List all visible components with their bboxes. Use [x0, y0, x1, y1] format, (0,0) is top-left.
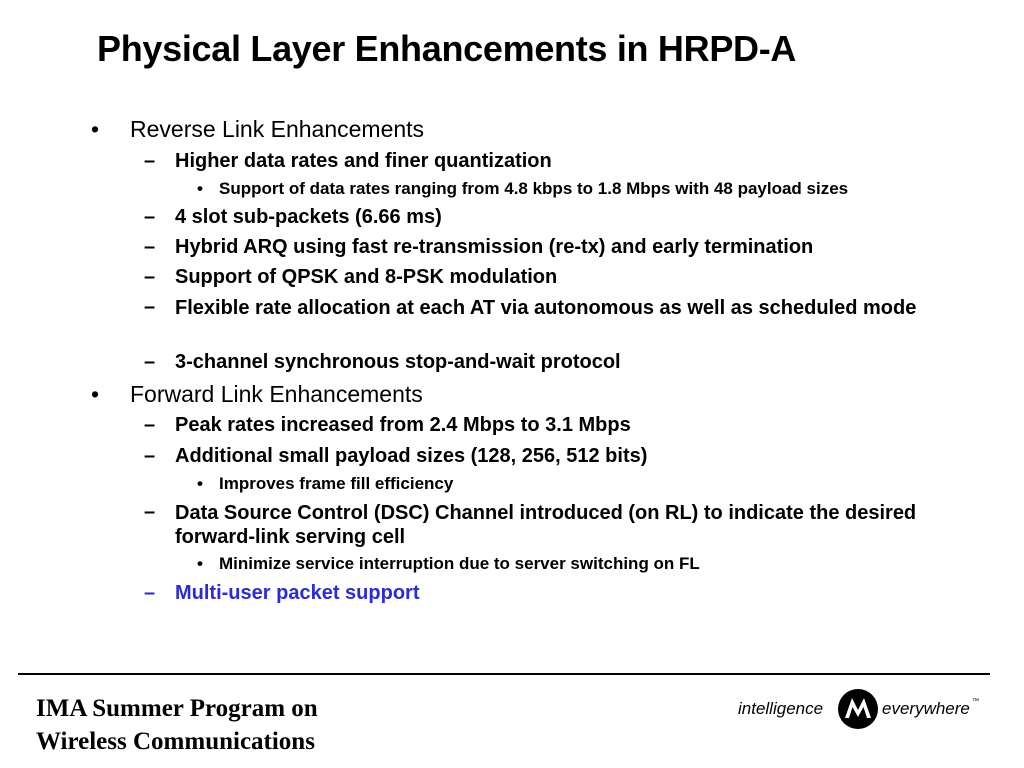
- dash-marker: –: [144, 582, 156, 604]
- bullet-text: Support of data rates ranging from 4.8 kbps to 1.8 Mbps with 48 payload sizes: [219, 179, 849, 198]
- bullet-text: Higher data rates and finer quantization: [175, 150, 552, 172]
- dash-marker: –: [144, 501, 156, 523]
- bullet-marker: •: [197, 474, 203, 493]
- dash-marker: –: [144, 266, 156, 288]
- bullet-text: Hybrid ARQ using fast re-transmission (re-tx) and early termination: [175, 236, 814, 258]
- dash-marker: –: [144, 351, 156, 373]
- bullet-text: Additional small payload sizes (128, 256, 512 bits): [175, 445, 648, 467]
- slide-title: Physical Layer Enhancements in HRPD-A: [97, 28, 797, 69]
- bullet-text: Data Source Control (DSC) Channel introduced (on RL) to indicate the desired forward-link serving cell: [175, 502, 917, 548]
- footer-line: IMA Summer Program on: [36, 695, 318, 722]
- motorola-logo-icon: [837, 688, 879, 735]
- footer-line: Wireless Communications: [36, 728, 315, 755]
- footer-program-name: [36, 692, 318, 758]
- dash-marker: –: [144, 206, 156, 228]
- bullet-text: Flexible rate allocation at each AT via autonomous as well as scheduled mode: [175, 297, 917, 319]
- bullet-text: Multi-user packet support: [175, 582, 420, 604]
- bullet-text: Reverse Link Enhancements: [130, 116, 425, 142]
- dash-marker: –: [144, 150, 156, 172]
- bullet-marker: •: [91, 381, 100, 407]
- trademark-symbol: ™: [972, 698, 979, 705]
- brand-left-word: intelligence: [738, 699, 824, 718]
- brand-right-word: everywhere: [882, 699, 970, 718]
- brand-tagline: [738, 688, 988, 730]
- bullet-text: Forward Link Enhancements: [130, 381, 423, 407]
- dash-marker: –: [144, 296, 156, 318]
- dash-marker: –: [144, 414, 156, 436]
- bullet-text: 3-channel synchronous stop-and-wait protocol: [175, 351, 621, 373]
- bullet-text: Peak rates increased from 2.4 Mbps to 3.1 Mbps: [175, 414, 631, 436]
- bullet-text: Minimize service interruption due to server switching on FL: [219, 554, 700, 573]
- bullet-marker: •: [197, 179, 203, 198]
- bullet-marker: •: [91, 116, 100, 142]
- bullet-text: 4 slot sub-packets (6.66 ms): [175, 206, 442, 228]
- dash-marker: –: [144, 236, 156, 258]
- bullet-marker: •: [197, 554, 203, 573]
- bullet-text: Support of QPSK and 8-PSK modulation: [175, 266, 558, 288]
- bullet-text: Improves frame fill efficiency: [219, 474, 454, 493]
- dash-marker: –: [144, 445, 156, 467]
- footer-divider: [18, 673, 990, 675]
